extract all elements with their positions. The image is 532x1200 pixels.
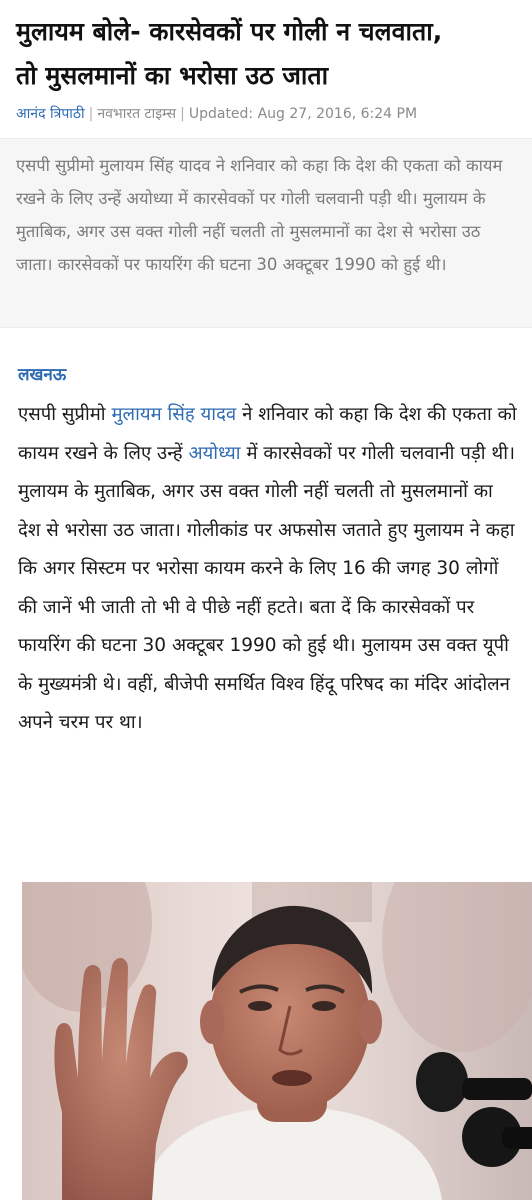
article-photo — [22, 882, 532, 1200]
article-summary-box — [0, 138, 532, 328]
link-ayodhya[interactable]: अयोध्या — [188, 442, 241, 464]
body-text-segment: में कारसेवकों पर गोली चलवानी पड़ी थी। मुलायम के मुताबिक, अगर उस वक्त गोली नहीं चलती तो मुसलमानों का देश से भरोसा उठ जाता। गोलीकांड पर अफसोस जताते हुए मुलायम ने कहा कि अगर सिस्टम पर भरोसा कायम करने के लिए 16 की जगह 30 लोगों की जानें भी जाती तो भी वे पीछे नहीं हटते। बता दें कि कारसेवकों पर फायरिंग की घटना 30 अक्टूबर 1990 को हुई थी। मुलायम उस वक्त यूपी के मुख्यमंत्री थे। वहीं, बीजेपी समर्थित विश्व हिंदू परिषद का मंदिर आंदोलन अपने चरम पर था। — [18, 442, 516, 733]
byline — [16, 104, 526, 123]
author-link[interactable]: आनंद त्रिपाठी — [16, 106, 85, 122]
headline-line-2: तो मुसलमानों का भरोसा उठ जाता — [16, 61, 329, 90]
headline-line-1: मुलायम बोले- कारसेवकों पर गोली न चलवाता, — [16, 17, 443, 46]
byline-separator: | — [180, 106, 185, 122]
publisher-name: नवभारत टाइम्स — [97, 106, 177, 122]
body-text-segment: एसपी सुप्रीमो — [18, 404, 112, 425]
article-summary: एसपी सुप्रीमो मुलायम सिंह यादव ने शनिवार को कहा कि देश की एकता को कायम रखने के लिए उन्हें अयोध्या में कारसेवकों पर गोली चलवानी पड़ी थी। मुलायम के मुताबिक, अगर उस वक्त गोली नहीं चलती तो मुसलमानों का देश से भरोसा उठ जाता। कारसेवकों पर फायरिंग की घटना 30 अक्टूबर 1990 को हुई थी। — [16, 156, 503, 274]
headline — [16, 10, 522, 98]
link-mulayam-singh-yadav[interactable]: मुलायम सिंह यादव — [111, 404, 237, 425]
portrait-image — [22, 882, 532, 1200]
article-body — [18, 396, 518, 743]
body-text-segment: ने शनिवार को कहा कि देश की एकता को कायम रखने के लिए उन्हें — [18, 404, 517, 464]
byline-separator: | — [88, 106, 94, 122]
updated-timestamp: Updated: Aug 27, 2016, 6:24 PM — [188, 106, 418, 122]
dateline: लखनऊ — [18, 365, 67, 385]
